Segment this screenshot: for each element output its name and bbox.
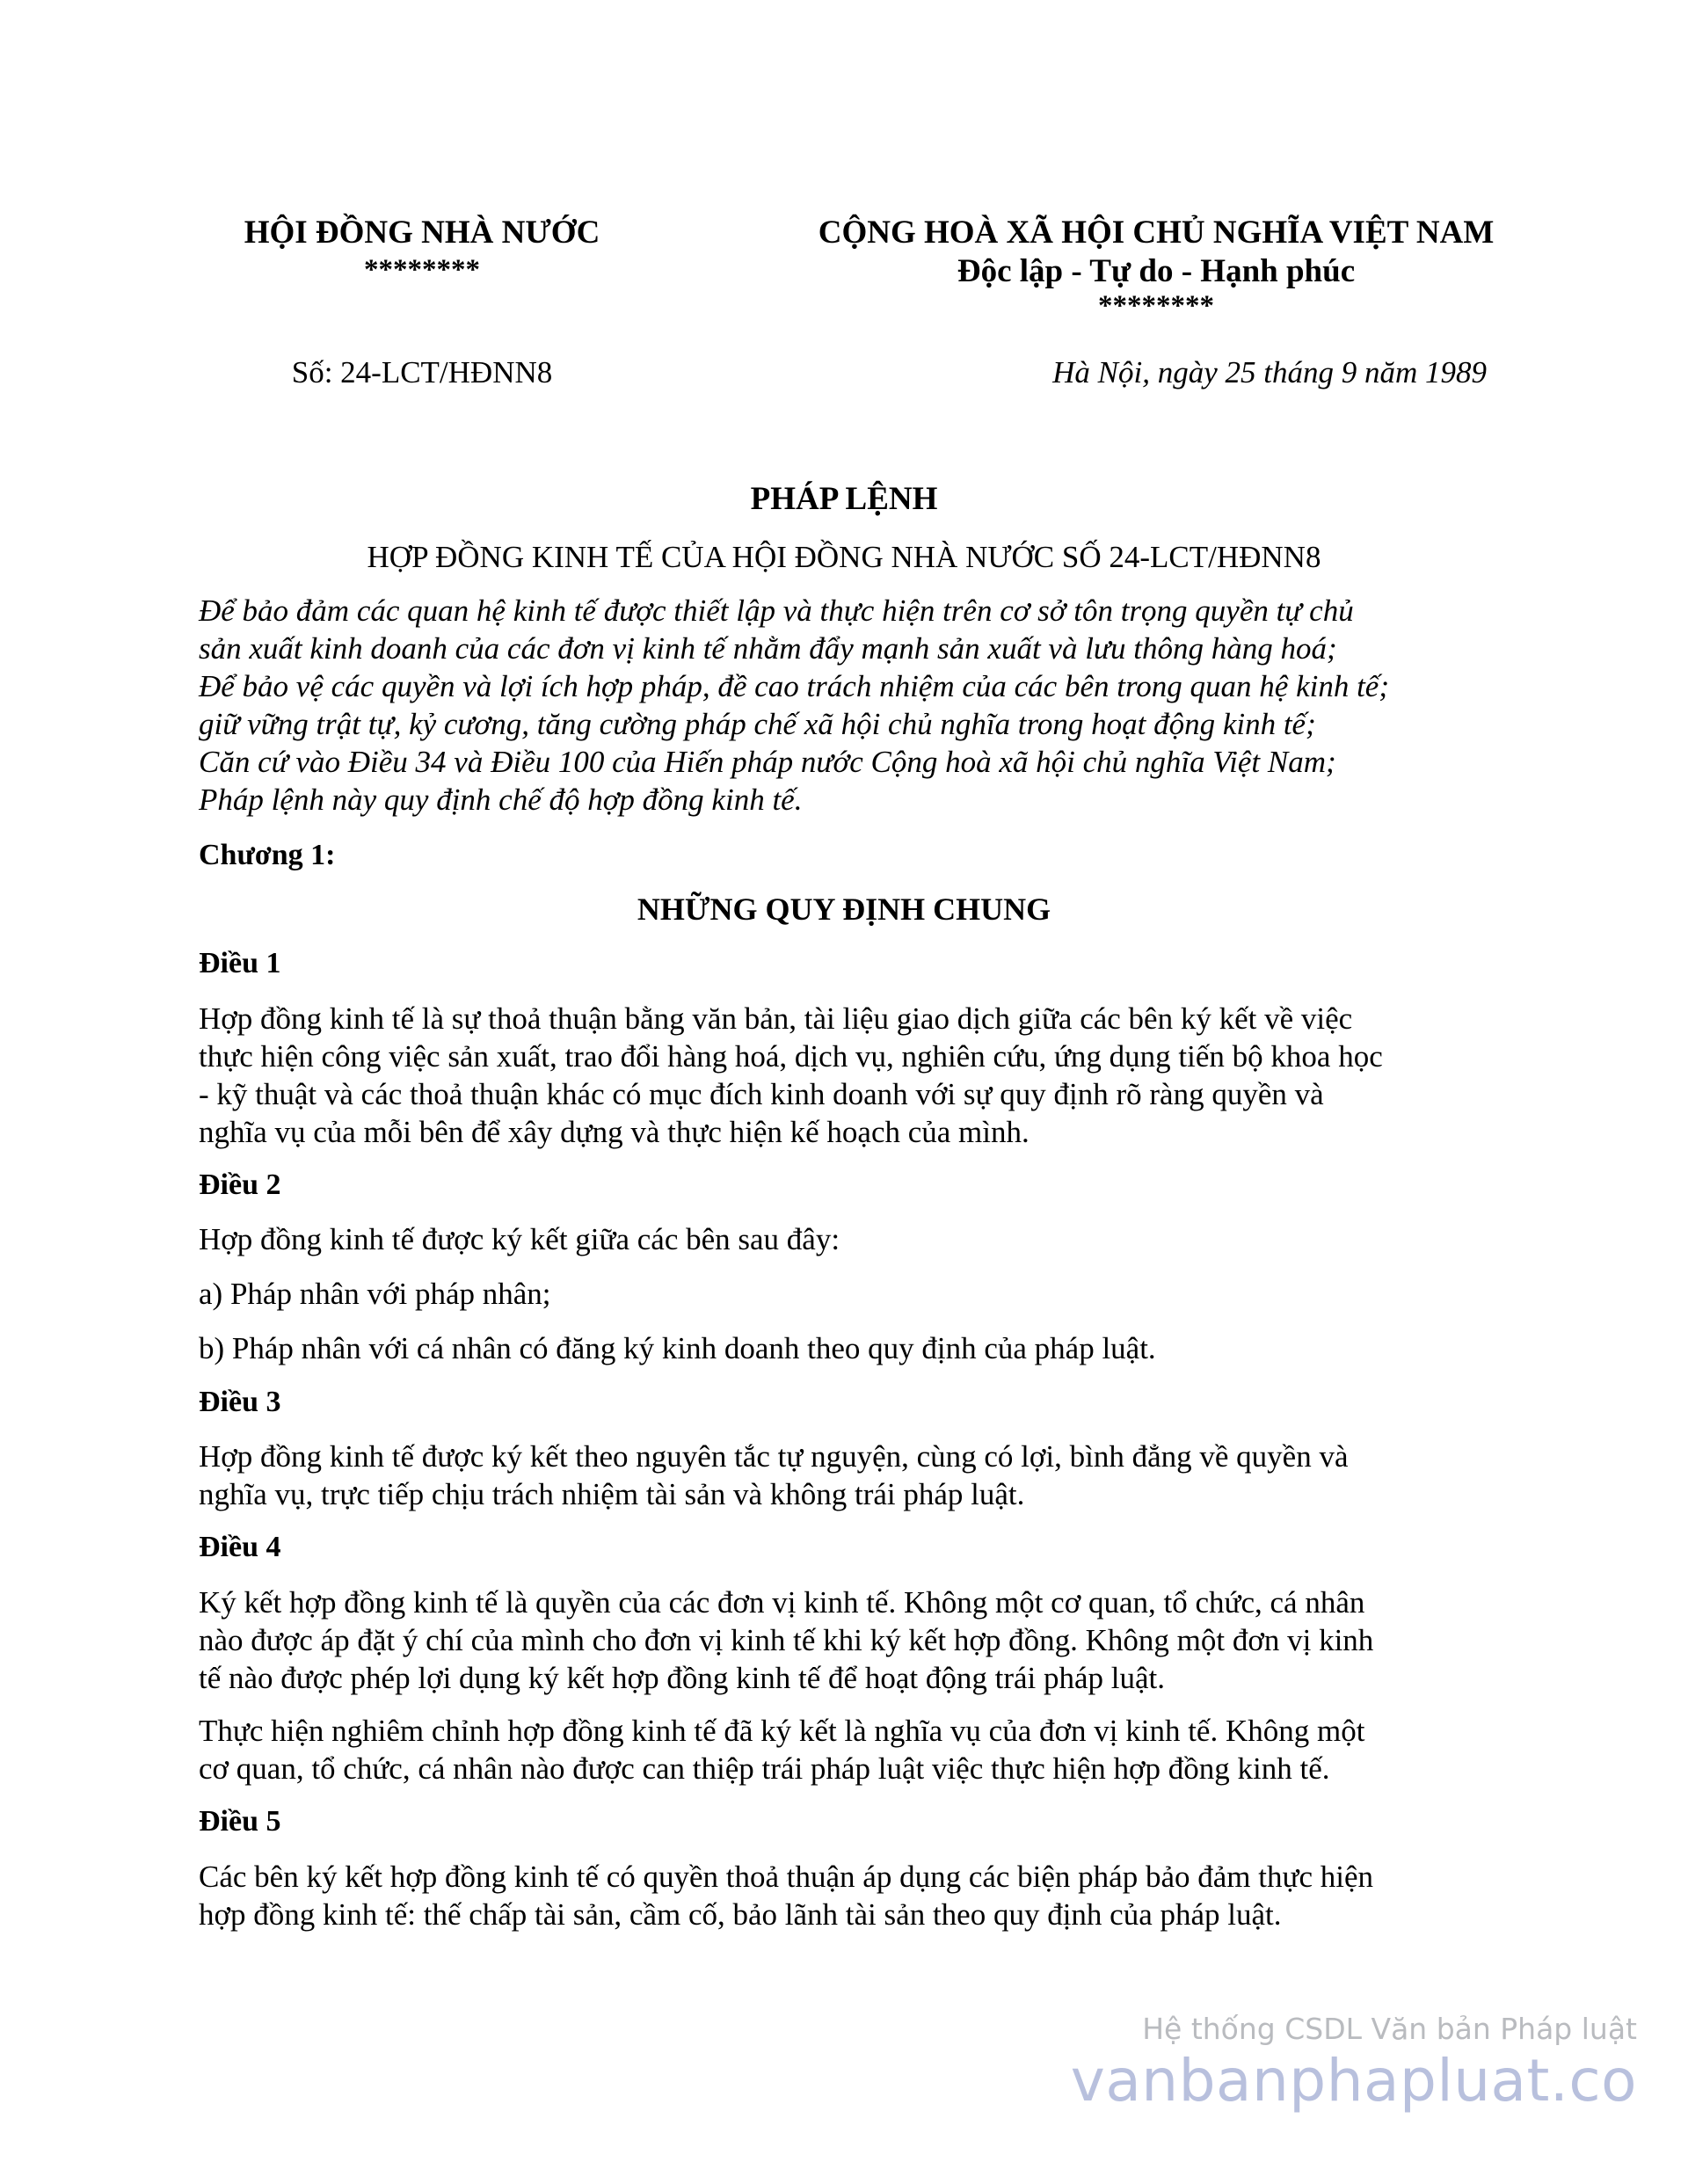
watermark-caption: Hệ thống CSDL Văn bản Pháp luật [1142, 2012, 1637, 2046]
preamble-line: Để bảo vệ các quyền và lợi ích hợp pháp, đề cao trách nhiệm của các bên trong quan hệ kinh tế; [199, 669, 1389, 703]
document-number: Số: 24-LCT/HĐNN8 [291, 355, 553, 389]
article-4-heading: Điều 4 [199, 1531, 281, 1563]
preamble-line: Pháp lệnh này quy định chế độ hợp đồng kinh tế. [199, 783, 803, 817]
text-line: nào được áp đặt ý chí của mình cho đơn vị kinh tế khi ký kết hợp đồng. Không một đơn vị kinh [199, 1623, 1374, 1657]
chapter-label: Chương 1: [199, 839, 336, 871]
watermark-site: vanbanphapluat.co [1070, 2047, 1637, 2115]
article-2-item-a [199, 1275, 1526, 1313]
motto-stars: ******** [1098, 290, 1214, 322]
preamble-line: giữ vững trật tự, kỷ cương, tăng cường pháp chế xã hội chủ nghĩa trong hoạt động kinh tế; [199, 707, 1316, 741]
text-line: nghĩa vụ của mỗi bên để xây dựng và thực hiện kế hoạch của mình. [199, 1115, 1030, 1149]
text-line: Hợp đồng kinh tế được ký kết giữa các bên sau đây: [199, 1222, 840, 1256]
preamble-line: Căn cứ vào Điều 34 và Điều 100 của Hiến pháp nước Cộng hoà xã hội chủ nghĩa Việt Nam; [199, 745, 1336, 779]
text-line: b) Pháp nhân với cá nhân có đăng ký kinh doanh theo quy định của pháp luật. [199, 1331, 1156, 1365]
text-line: a) Pháp nhân với pháp nhân; [199, 1277, 551, 1311]
text-line: Hợp đồng kinh tế được ký kết theo nguyên tắc tự nguyện, cùng có lợi, bình đẳng về quyền và [199, 1439, 1349, 1474]
text-line: cơ quan, tổ chức, cá nhân nào được can thiệp trái pháp luật việc thực hiện hợp đồng kinh tế. [199, 1751, 1330, 1786]
article-4-paragraph-2 [199, 1712, 1526, 1787]
text-line: hợp đồng kinh tế: thế chấp tài sản, cầm cố, bảo lãnh tài sản theo quy định của pháp luật. [199, 1897, 1282, 1932]
article-1-paragraph [199, 1000, 1526, 1151]
document-subject: HỢP ĐỒNG KINH TẾ CỦA HỘI ĐỒNG NHÀ NƯỚC SỐ 24-LCT/HĐNN8 [367, 540, 1321, 574]
article-2-heading: Điều 2 [199, 1168, 281, 1201]
text-line: nghĩa vụ, trực tiếp chịu trách nhiệm tài sản và không trái pháp luật. [199, 1477, 1025, 1511]
preamble-line: Để bảo đảm các quan hệ kinh tế được thiết lập và thực hiện trên cơ sở tôn trọng quyền tự chủ [199, 593, 1354, 628]
article-3-paragraph [199, 1438, 1526, 1513]
text-line: Hợp đồng kinh tế là sự thoả thuận bằng văn bản, tài liệu giao dịch giữa các bên ký kết về việc [199, 1001, 1353, 1036]
issuer-stars: ******** [364, 254, 480, 286]
article-4-paragraph-1 [199, 1583, 1526, 1697]
text-line: tế nào được phép lợi dụng ký kết hợp đồng kinh tế để hoạt động trái pháp luật. [199, 1661, 1165, 1695]
place-and-date: Hà Nội, ngày 25 tháng 9 năm 1989 [1052, 355, 1487, 389]
article-2-paragraph [199, 1220, 1526, 1258]
preamble-line: sản xuất kinh doanh của các đơn vị kinh tế nhằm đẩy mạnh sản xuất và lưu thông hàng hoá; [199, 631, 1337, 666]
document-type: PHÁP LỆNH [750, 481, 938, 517]
text-line: Ký kết hợp đồng kinh tế là quyền của các đơn vị kinh tế. Không một cơ quan, tổ chức, cá nhân [199, 1585, 1365, 1620]
preamble [199, 592, 1526, 819]
text-line: - kỹ thuật và các thoả thuận khác có mục đích kinh doanh với sự quy định rõ ràng quyền và [199, 1077, 1324, 1111]
text-line: thực hiện công việc sản xuất, trao đổi hàng hoá, dịch vụ, nghiên cứu, ứng dụng tiến bộ khoa học [199, 1039, 1383, 1074]
article-3-heading: Điều 3 [199, 1386, 281, 1418]
article-5-heading: Điều 5 [199, 1805, 281, 1838]
issuer-name: HỘI ĐỒNG NHÀ NƯỚC [244, 215, 600, 251]
national-motto: Độc lập - Tự do - Hạnh phúc [957, 253, 1356, 289]
country-name: CỘNG HOÀ XÃ HỘI CHỦ NGHĨA VIỆT NAM [818, 215, 1495, 251]
article-1-heading: Điều 1 [199, 947, 281, 979]
article-5-paragraph [199, 1858, 1526, 1933]
article-2-item-b [199, 1329, 1526, 1367]
chapter-title: NHỮNG QUY ĐỊNH CHUNG [637, 892, 1051, 927]
text-line: Thực hiện nghiêm chỉnh hợp đồng kinh tế đã ký kết là nghĩa vụ của đơn vị kinh tế. Không một [199, 1714, 1365, 1748]
text-line: Các bên ký kết hợp đồng kinh tế có quyền thoả thuận áp dụng các biện pháp bảo đảm thực hiện [199, 1860, 1373, 1894]
